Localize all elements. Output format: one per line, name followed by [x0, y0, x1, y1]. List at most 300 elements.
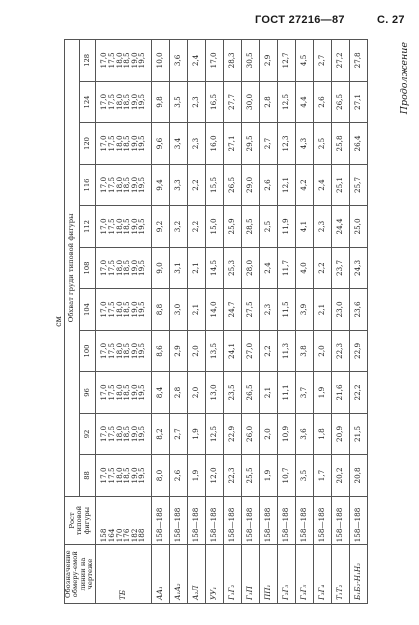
height-cell	[95, 496, 151, 545]
measurement-value: 19,5	[137, 425, 147, 442]
measurement-value: 25,9	[227, 218, 237, 235]
measurement-value: 19,5	[137, 301, 147, 318]
value-cell	[313, 81, 331, 123]
standard-number: ГОСТ 27216—87	[255, 14, 345, 26]
measurement-value: 30,5	[245, 52, 255, 69]
measurement-value: 2,3	[191, 96, 201, 108]
value-cell	[313, 164, 331, 206]
measurement-value: 19,5	[137, 93, 147, 110]
value-cell	[241, 330, 259, 372]
value-cell	[313, 123, 331, 165]
measurement-value: 27,7	[227, 93, 237, 110]
value-cell	[331, 455, 349, 497]
measurement-value: 19,5	[137, 52, 147, 69]
height-value: 158—188	[317, 507, 327, 543]
value-cell	[259, 289, 277, 331]
measurement-value: 19,5	[137, 384, 147, 401]
value-cell	[331, 40, 349, 82]
measurement-value: 9,8	[155, 96, 165, 108]
value-cell	[205, 164, 223, 206]
measurement-value: 24,3	[353, 259, 363, 276]
value-cell	[295, 330, 313, 372]
value-cell	[223, 40, 241, 82]
measurement-value: 2,7	[263, 137, 273, 150]
measurement-value: 2,2	[191, 220, 201, 233]
girth-column-header: 96	[80, 372, 95, 414]
measurement-value: 17,5	[106, 218, 116, 235]
value-cell	[313, 247, 331, 289]
designation-cell: Т₁Т₂	[331, 545, 349, 604]
measurement-value: 17,5	[106, 301, 116, 318]
value-cell	[187, 372, 205, 414]
measurement-value: 26,5	[245, 384, 255, 401]
value-cell	[187, 40, 205, 82]
table-row	[187, 40, 205, 604]
measurement-value: 9,0	[155, 262, 165, 274]
value-cell	[277, 247, 295, 289]
value-cell	[259, 206, 277, 248]
measurement-value: 8,4	[155, 386, 165, 399]
value-cell	[331, 289, 349, 331]
measurement-value: 10,0	[155, 52, 165, 69]
measurement-value: 18,0	[114, 135, 124, 152]
measurement-value: 19,5	[137, 467, 147, 484]
measurement-value: 2,3	[317, 220, 327, 233]
measurement-value: 26,5	[227, 176, 237, 193]
table-row	[277, 40, 295, 604]
measurement-value: 22,9	[353, 342, 363, 359]
designation-cell: Г₃Г₄	[313, 545, 331, 604]
measurement-value: 18,5	[122, 93, 132, 110]
value-cell	[277, 40, 295, 82]
value-cell	[205, 247, 223, 289]
measurement-value: 2,1	[191, 303, 201, 316]
table-row	[151, 40, 169, 604]
measurement-value: 26,4	[353, 135, 363, 152]
measurement-value: 2,5	[317, 137, 327, 150]
measurement-value: 2,0	[191, 345, 201, 357]
table-row	[205, 40, 223, 604]
measurement-value: 12,0	[209, 467, 219, 484]
measurement-value: 28,5	[245, 218, 255, 235]
measurement-value: 13,0	[209, 384, 219, 401]
value-cell	[331, 81, 349, 123]
value-cell	[223, 81, 241, 123]
value-cell	[151, 164, 169, 206]
measurement-value: 18,5	[122, 342, 132, 359]
measurement-value: 17,5	[106, 425, 116, 442]
measurement-value: 4,5	[299, 54, 309, 67]
girth-column-header: 120	[80, 123, 95, 165]
measurement-value: 20,9	[335, 425, 345, 442]
measurement-value: 18,0	[114, 176, 124, 193]
height-value: 158—188	[191, 507, 201, 543]
girth-column-header: 124	[80, 81, 95, 123]
measurement-value: 27,5	[245, 301, 255, 318]
height-cell	[151, 496, 169, 545]
height-value: 158—188	[353, 507, 363, 543]
measurement-value: 15,0	[209, 218, 219, 235]
measurement-value: 1,9	[263, 469, 273, 482]
value-cell	[241, 247, 259, 289]
measurement-value: 18,0	[114, 342, 124, 359]
value-cell	[241, 455, 259, 497]
height-value: 158—188	[263, 507, 273, 543]
value-cell	[259, 455, 277, 497]
value-cell	[349, 123, 367, 165]
height-cell	[331, 496, 349, 545]
value-cell	[277, 289, 295, 331]
value-cell	[95, 289, 151, 331]
measurement-value: 20,8	[353, 467, 363, 484]
value-cell	[151, 413, 169, 455]
height-cell	[169, 496, 187, 545]
value-cell	[259, 247, 277, 289]
value-cell	[169, 206, 187, 248]
value-cell	[241, 206, 259, 248]
height-value: 164	[106, 528, 116, 543]
measurement-value: 2,1	[317, 303, 327, 316]
measurement-value: 17,0	[99, 176, 109, 193]
value-cell	[169, 81, 187, 123]
height-value: 158—188	[299, 507, 309, 543]
value-cell	[295, 247, 313, 289]
value-cell	[187, 206, 205, 248]
measurement-value: 17,5	[106, 135, 116, 152]
measurement-value: 3,5	[173, 96, 183, 108]
measurement-value: 18,5	[122, 467, 132, 484]
value-cell	[295, 164, 313, 206]
value-cell	[313, 413, 331, 455]
measurement-value: 18,5	[122, 218, 132, 235]
value-cell	[187, 247, 205, 289]
measurement-value: 17,5	[106, 342, 116, 359]
measurement-value: 11,7	[281, 259, 291, 276]
measurement-value: 12,3	[281, 135, 291, 152]
table-row	[223, 40, 241, 604]
value-cell	[241, 123, 259, 165]
measurement-value: 2,0	[263, 428, 273, 440]
girth-column-header: 112	[80, 206, 95, 248]
height-cell	[241, 496, 259, 545]
value-cell	[187, 413, 205, 455]
height-value: 176	[122, 528, 132, 543]
measurement-value: 30,0	[245, 93, 255, 110]
height-value: 158—188	[227, 507, 237, 543]
value-cell	[331, 164, 349, 206]
measurement-value: 8,0	[155, 469, 165, 482]
measurement-value: 26,5	[335, 93, 345, 110]
measurement-value: 2,7	[173, 428, 183, 440]
measurement-value: 17,5	[106, 384, 116, 401]
designation-cell: Г₁П	[241, 545, 259, 604]
value-cell	[277, 455, 295, 497]
value-cell	[95, 455, 151, 497]
designation-cell: ТБ	[95, 545, 151, 604]
value-cell	[331, 206, 349, 248]
measurement-value: 25,0	[353, 218, 363, 235]
measurement-value: 3,9	[299, 303, 309, 316]
measurement-value: 8,2	[155, 428, 165, 440]
value-cell	[241, 413, 259, 455]
designation-cell: Г₁Г₂	[223, 545, 241, 604]
value-cell	[187, 81, 205, 123]
measurement-value: 18,0	[114, 218, 124, 235]
measurement-value: 22,2	[353, 384, 363, 401]
measurement-value: 28,0	[245, 259, 255, 276]
measurement-value: 9,2	[155, 220, 165, 233]
designation-cell: АА₁	[151, 545, 169, 604]
height-value: 158—188	[335, 507, 345, 543]
measurement-value: 2,2	[263, 345, 273, 357]
value-cell	[349, 206, 367, 248]
measurement-value: 19,5	[137, 342, 147, 359]
value-cell	[241, 164, 259, 206]
value-cell	[241, 40, 259, 82]
measurement-value: 23,5	[227, 384, 237, 401]
value-cell	[95, 123, 151, 165]
measurement-value: 17,0	[99, 301, 109, 318]
value-cell	[169, 40, 187, 82]
measurement-value: 19,0	[129, 135, 139, 152]
measurement-value: 17,0	[99, 342, 109, 359]
table-row	[295, 40, 313, 604]
designation-cell: А₁А₂	[169, 545, 187, 604]
measurement-value: 19,5	[137, 135, 147, 152]
height-value: 158—188	[155, 507, 165, 543]
measurement-value: 2,1	[263, 386, 273, 399]
measurement-value: 3,6	[299, 428, 309, 440]
measurement-value: 3,1	[173, 262, 183, 274]
measurement-value: 19,0	[129, 52, 139, 69]
measurement-value: 11,9	[281, 218, 291, 235]
measurement-value: 12,7	[281, 52, 291, 69]
measurement-value: 3,5	[299, 469, 309, 482]
height-value: 158—188	[209, 507, 219, 543]
measurement-value: 1,9	[191, 469, 201, 482]
table-row	[259, 40, 277, 604]
designation-cell: Б₁Б₂-Н₁Н₂	[349, 545, 367, 604]
value-cell	[349, 455, 367, 497]
height-value: 170	[114, 528, 124, 543]
value-cell	[331, 247, 349, 289]
designation-cell: Г₂Г₃	[277, 545, 295, 604]
value-cell	[223, 164, 241, 206]
value-cell	[205, 123, 223, 165]
continuation-label: Продолжение	[399, 42, 410, 115]
value-cell	[259, 413, 277, 455]
measurement-value: 2,8	[263, 96, 273, 108]
value-cell	[259, 330, 277, 372]
value-cell	[331, 413, 349, 455]
value-cell	[205, 289, 223, 331]
value-cell	[295, 81, 313, 123]
measurement-value: 12,5	[281, 93, 291, 110]
measurement-value: 29,0	[245, 176, 255, 193]
measurement-value: 18,5	[122, 425, 132, 442]
measurement-value: 19,5	[137, 218, 147, 235]
value-cell	[313, 206, 331, 248]
measurement-value: 16,0	[209, 135, 219, 152]
value-cell	[277, 164, 295, 206]
measurement-value: 18,5	[122, 52, 132, 69]
value-cell	[223, 289, 241, 331]
measurement-value: 27,1	[353, 93, 363, 110]
measurement-value: 4,0	[299, 262, 309, 274]
measurement-value: 3,2	[173, 220, 183, 233]
measurement-value: 13,5	[209, 342, 219, 359]
value-cell	[187, 455, 205, 497]
value-cell	[169, 455, 187, 497]
measurement-value: 17,5	[106, 259, 116, 276]
girth-column-header: 128	[80, 40, 95, 82]
measurement-value: 11,3	[281, 342, 291, 359]
measurement-value: 19,5	[137, 259, 147, 276]
measurement-value: 2,6	[263, 179, 273, 191]
designation-cell: Г₃Г₅	[295, 545, 313, 604]
value-cell	[205, 413, 223, 455]
measurement-value: 17,5	[106, 467, 116, 484]
value-cell	[223, 413, 241, 455]
measurement-value: 15,5	[209, 176, 219, 193]
height-cell	[187, 496, 205, 545]
measurement-value: 3,7	[299, 386, 309, 399]
measurement-value: 2,6	[173, 469, 183, 482]
measurement-value: 18,0	[114, 301, 124, 318]
value-cell	[259, 40, 277, 82]
value-cell	[259, 164, 277, 206]
value-cell	[223, 455, 241, 497]
measurement-value: 28,3	[227, 52, 237, 69]
measurement-value: 25,7	[353, 176, 363, 193]
measurement-value: 19,0	[129, 93, 139, 110]
value-cell	[277, 81, 295, 123]
table-row	[331, 40, 349, 604]
measurement-value: 3,3	[173, 179, 183, 191]
value-cell	[349, 289, 367, 331]
value-cell	[151, 247, 169, 289]
girth-column-header: 108	[80, 247, 95, 289]
measurement-value: 21,5	[353, 425, 363, 442]
measurement-value: 16,5	[209, 93, 219, 110]
measurement-value: 20,2	[335, 467, 345, 484]
measurement-value: 19,0	[129, 342, 139, 359]
value-cell	[187, 289, 205, 331]
height-cell	[295, 496, 313, 545]
value-cell	[169, 330, 187, 372]
measurement-value: 3,8	[299, 345, 309, 357]
height-value: 188	[137, 528, 147, 543]
measurement-value: 9,4	[155, 179, 165, 191]
designation-header: Обозначение обмеру-емой линии на чертеже	[65, 545, 96, 604]
table-row	[313, 40, 331, 604]
value-cell	[223, 330, 241, 372]
measurement-value: 3,6	[173, 54, 183, 67]
measurement-value: 14,5	[209, 259, 219, 276]
value-cell	[205, 330, 223, 372]
height-cell	[205, 496, 223, 545]
measurement-value: 22,9	[227, 425, 237, 442]
value-cell	[259, 372, 277, 414]
value-cell	[223, 206, 241, 248]
measurement-value: 18,0	[114, 52, 124, 69]
measurement-value: 2,0	[191, 386, 201, 399]
value-cell	[331, 372, 349, 414]
value-cell	[223, 372, 241, 414]
value-cell	[169, 289, 187, 331]
height-cell	[313, 496, 331, 545]
measurement-value: 17,5	[106, 93, 116, 110]
height-value: 182	[129, 528, 139, 543]
value-cell	[95, 206, 151, 248]
value-cell	[313, 372, 331, 414]
measurement-value: 12,1	[281, 176, 291, 193]
designation-cell: ПП₁	[259, 545, 277, 604]
measurement-value: 17,0	[99, 384, 109, 401]
value-cell	[313, 455, 331, 497]
value-cell	[205, 81, 223, 123]
measurement-value: 23,6	[353, 301, 363, 318]
measurement-value: 27,2	[335, 52, 345, 69]
measurement-value: 19,0	[129, 259, 139, 276]
value-cell	[169, 247, 187, 289]
measurement-value: 18,0	[114, 467, 124, 484]
value-cell	[205, 40, 223, 82]
designation-cell: УУ₁	[205, 545, 223, 604]
value-cell	[349, 81, 367, 123]
girth-column-header: 92	[80, 413, 95, 455]
measurement-value: 17,0	[209, 52, 219, 69]
measurement-value: 18,0	[114, 93, 124, 110]
measurement-value: 19,0	[129, 176, 139, 193]
measurement-value: 17,0	[99, 218, 109, 235]
value-cell	[349, 247, 367, 289]
measurement-value: 19,5	[137, 176, 147, 193]
value-cell	[349, 164, 367, 206]
value-cell	[349, 40, 367, 82]
measurement-value: 2,8	[173, 386, 183, 399]
measurement-value: 19,0	[129, 467, 139, 484]
measurement-value: 10,9	[281, 425, 291, 442]
height-value: 158—188	[281, 507, 291, 543]
value-cell	[151, 81, 169, 123]
value-cell	[277, 372, 295, 414]
table-row	[241, 40, 259, 604]
measurement-value: 8,6	[155, 345, 165, 357]
value-cell	[151, 372, 169, 414]
value-cell	[95, 413, 151, 455]
measurement-value: 17,0	[99, 93, 109, 110]
measurement-value: 18,0	[114, 259, 124, 276]
measurement-value: 17,0	[99, 52, 109, 69]
measurement-value: 11,5	[281, 301, 291, 318]
value-cell	[313, 289, 331, 331]
measurement-value: 22,3	[227, 467, 237, 484]
height-header: Рост типовой фигуры	[65, 496, 96, 545]
measurement-value: 17,0	[99, 259, 109, 276]
measurement-value: 2,1	[191, 262, 201, 274]
height-cell	[259, 496, 277, 545]
measurement-value: 18,0	[114, 384, 124, 401]
measurement-value: 2,2	[317, 262, 327, 274]
measurement-value: 2,2	[191, 179, 201, 191]
measurement-value: 17,0	[99, 135, 109, 152]
value-cell	[187, 123, 205, 165]
value-cell	[95, 164, 151, 206]
measurement-value: 2,0	[317, 345, 327, 357]
measurement-value: 2,4	[191, 54, 201, 67]
measurement-value: 24,1	[227, 342, 237, 359]
